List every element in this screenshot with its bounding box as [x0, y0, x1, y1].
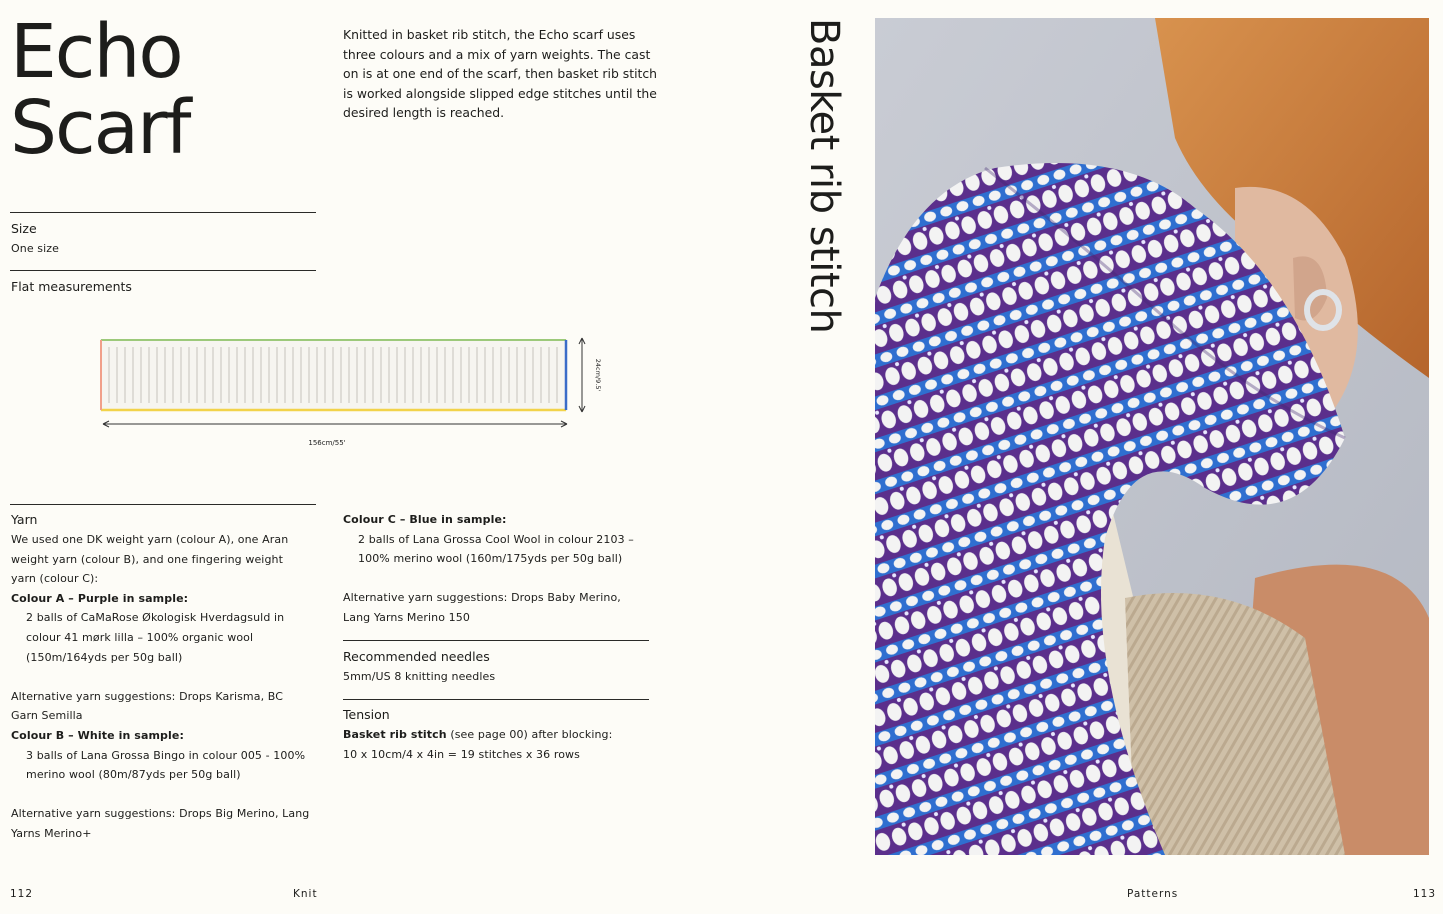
- needles-label: Recommended needles: [343, 649, 490, 664]
- tension-value: 10 x 10cm/4 x 4in = 19 stitches x 36 rows: [343, 747, 580, 761]
- divider: [10, 270, 316, 271]
- tension-stitch: Basket rib stitch: [343, 728, 447, 741]
- yarn-label: Yarn: [11, 512, 38, 527]
- right-running-head: Patterns: [1127, 888, 1179, 900]
- title-line-2: Scarf: [10, 85, 190, 171]
- yarn-column-2: [343, 510, 643, 628]
- colour-a-detail: 2 balls of CaMaRose Økologisk Hverdagsuld in colour 41 mørk lilla – 100% organic wool (150m/164yds per 50g ball): [26, 611, 285, 664]
- diagram-width-label: 156cm/55': [308, 439, 346, 447]
- left-page-number: 112: [10, 888, 34, 900]
- colour-a-heading: Colour A – Purple in sample:: [11, 591, 189, 605]
- colour-b-alternatives: Alternative yarn suggestions: Drops Big Merino, Lang Yarns Merino+: [11, 807, 310, 840]
- tension-note: (see page 00) after blocking:: [446, 728, 613, 741]
- size-label: Size: [11, 221, 37, 236]
- colour-b-detail: 3 balls of Lana Grossa Bingo in colour 005 - 100% merino wool (80m/87yds per 50g ball): [26, 748, 306, 782]
- yarn-column-1: [11, 530, 311, 844]
- divider: [343, 640, 649, 641]
- scarf-photo: [875, 18, 1429, 855]
- colour-c-alternatives: Alternative yarn suggestions: Drops Baby Merino, Lang Yarns Merino 150: [343, 591, 621, 624]
- colour-b-heading: Colour B – White in sample:: [11, 728, 184, 742]
- page-title: [10, 9, 190, 171]
- left-running-head: Knit: [293, 888, 318, 900]
- needles-value: 5mm/US 8 knitting needles: [343, 670, 496, 683]
- flat-measurements-label: Flat measurements: [11, 279, 132, 294]
- size-value: One size: [11, 242, 60, 255]
- divider: [10, 212, 316, 213]
- divider: [343, 699, 649, 700]
- colour-a-alternatives: Alternative yarn suggestions: Drops Karisma, BC Garn Semilla: [11, 689, 284, 723]
- diagram-height-label: 24cm/9.5': [594, 358, 602, 392]
- colour-c-heading: Colour C – Blue in sample:: [343, 513, 507, 526]
- scarf-diagram: [95, 332, 625, 454]
- scarf-photo-illustration: [875, 18, 1429, 855]
- intro-paragraph: Knitted in basket rib stitch, the Echo scarf uses three colours and a mix of yarn weights. The cast on is at one end of the scarf, then basket rib stitch is worked alongside slipped edge stitches until the desired length is reached.: [343, 27, 658, 120]
- yarn-intro: We used one DK weight yarn (colour A), one Aran weight yarn (colour B), and one fingering weight yarn (colour C):: [11, 533, 289, 586]
- stitch-title: Basket rib stitch: [801, 18, 847, 334]
- divider: [10, 504, 316, 505]
- colour-c-detail: 2 balls of Lana Grossa Cool Wool in colour 2103 – 100% merino wool (160m/175yds per 50g ball): [358, 532, 634, 566]
- tension-label: Tension: [343, 707, 390, 722]
- title-line-1: Echo: [10, 9, 182, 95]
- right-page-number: 113: [1413, 888, 1437, 900]
- tension-text: [343, 725, 653, 764]
